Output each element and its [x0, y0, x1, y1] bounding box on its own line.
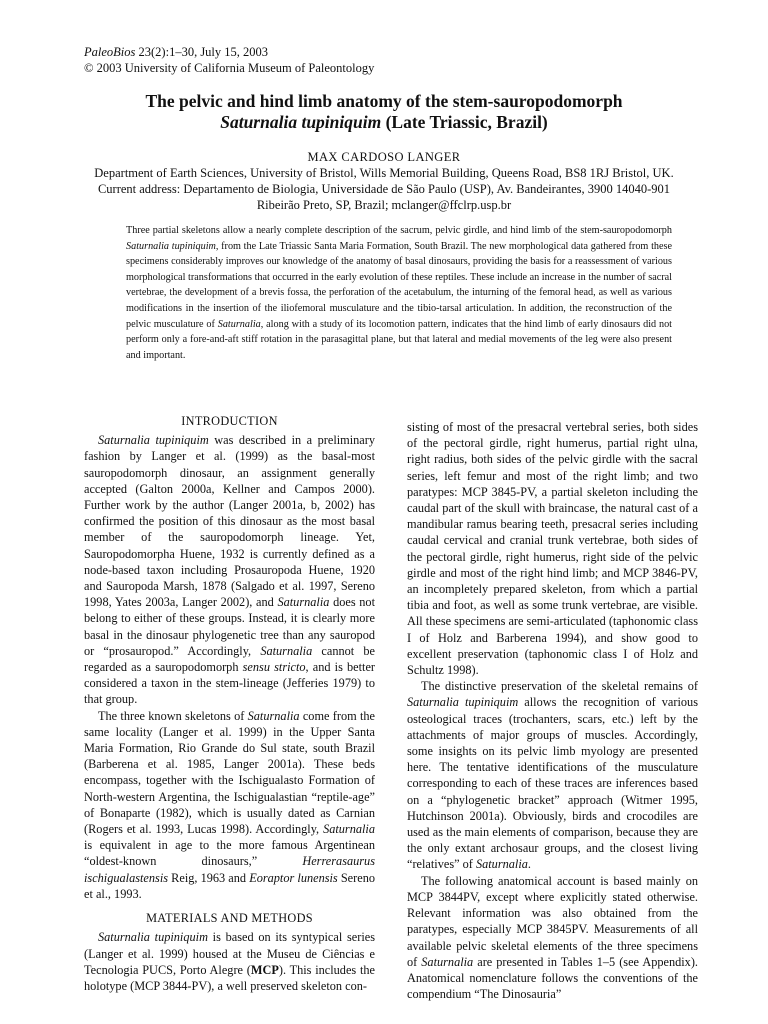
title-species: Saturnalia tupiniquim — [220, 112, 382, 132]
journal-header — [84, 44, 374, 76]
text-run: are presented in Tables 1–5 (see Appendix). Anatomical nomenclature follows the conventions of the compendium “The Dinosauria” — [407, 954, 699, 1002]
italic-term: Saturnalia — [421, 954, 474, 969]
bold-term: MCP — [250, 962, 279, 977]
affiliation-line-2: Current address: Departamento de Biologia, Universidade de São Paulo (USP), Av. Bandeirantes, 3900 14040-901 — [97, 182, 671, 196]
text-run: is equivalent in age to the more famous Argentinean “oldest-known dinosaurs,” — [84, 838, 375, 869]
journal-citation — [84, 44, 374, 60]
text-run: Sereno et al., 1993. — [84, 870, 375, 901]
paper-title — [60, 91, 708, 133]
italic-term: Saturnalia — [247, 708, 300, 723]
italic-term: Saturnalia — [260, 643, 313, 658]
italic-term: Saturnalia — [475, 857, 528, 872]
text-run: ). This includes the holotype (MCP 3844-PV), a well preserved skeleton con- — [84, 962, 375, 993]
affiliation — [60, 165, 708, 213]
journal-name: PaleoBios — [84, 45, 136, 59]
right-column — [407, 419, 698, 1002]
paragraph — [407, 873, 698, 1003]
affiliation-line-1: Department of Earth Sciences, University of Bristol, Wills Memorial Building, Queens Road, BS8 1RJ Bristol, UK. — [94, 166, 674, 180]
title-line-2 — [60, 112, 708, 133]
affiliation-line-3: Ribeirão Preto, SP, Brazil; mclanger@ffclrp.usp.br — [256, 198, 512, 212]
abstract-text: , along with a study of its locomotion pattern, indicates that the hind limb of early dinosaurs did not perform only a fore-and-aft stiff rotation in the parasagittal plane, but that lateral and medial movements of the leg were also present and important. — [126, 318, 673, 361]
copyright-line: © 2003 University of California Museum of Paleontology — [84, 61, 375, 75]
italic-term: Saturnalia tupiniquim — [407, 695, 519, 710]
italic-term: Herrerasaurus ischigualastensis — [84, 854, 375, 885]
abstract-genus: Saturnalia — [217, 318, 261, 330]
section-heading-materials-methods: MATERIALS AND METHODS — [146, 911, 313, 926]
author-name: MAX CARDOSO LANGER — [307, 150, 461, 164]
text-run: is based on its syntypical series (Langer et al. 1999) housed at the Museu de Ciências e Tecnologia PUCS, Porto Alegre ( — [84, 930, 375, 977]
text-run: sisting of most of the presacral vertebral series, both sides of the pectoral girdle, right humerus, partial right ulna, right radius, both sides of the pelvic girdle with the sacral series, left femur and most of the right limb; and two paratypes: MCP 3845-PV, a partial skeleton including the caudal part of the skull with braincase, the natural cast of a mandibular ramus bearing teeth, presacral series including caudal cervical and cranial trunk vertebrae, both sides of the pectoral girdle, right humerus, right side of the pelvic girdle and most of the right hind limb; and MCP 3846-PV, an incompletely prepared skeleton, from which a partial tibia and foot, as well as some trunk vertebrae, are visible. All these specimens are semi-articulated (taphonomic class I of Holz and Barberena 1994), and show good to excellent preservation (taphonomic class I of Holz and Schultz 1998). — [407, 420, 698, 678]
italic-term: Saturnalia — [277, 595, 330, 610]
title-line-1: The pelvic and hind limb anatomy of the stem-sauropodomorph — [145, 91, 623, 111]
text-run: Reig, 1963 and — [168, 870, 250, 885]
text-run: The following anatomical account is based mainly on MCP 3844PV, except where explicitly stated otherwise. Relevant information was also obtained from the paratypes, especially MCP 3845PV. Measurements of all available pelvic skeletal elements of the three specimens of — [407, 873, 698, 969]
paragraph-continued — [407, 419, 698, 678]
abstract — [126, 223, 672, 363]
italic-term: Saturnalia tupiniquim — [98, 433, 209, 448]
abstract-text: , from the Late Triassic Santa Maria Formation, South Brazil. The new morphological data gathered from these specimens considerably improves our knowledge of the anatomy of basal dinosaurs, providing the basis for a reassessment of various morphological transformations that occurred in the early evolution of these reptiles. These include an increase in the number of sacral vertebrae, the development of a brevis fossa, the perforation of the acetabulum, the inturning of the femoral head, as well as various modifications in the insertion of the iliofemoral musculature and the tibio-tarsal articulation. In addition, the reconstruction of the pelvic musculature of — [126, 240, 672, 330]
text-run: , and is better considered a taxon in the stem-lineage (Jefferies 1979) to that group. — [84, 660, 376, 707]
section-heading-introduction: INTRODUCTION — [181, 414, 278, 428]
text-run: The distinctive preservation of the skeletal remains of — [421, 679, 698, 694]
italic-term: Saturnalia — [323, 822, 375, 837]
left-column — [84, 413, 375, 994]
text-run: cannot be regarded as a sauropodomorph — [84, 643, 375, 675]
paragraph — [84, 432, 375, 707]
abstract-text: Three partial skeletons allow a nearly complete description of the sacrum, pelvic girdle, and hind limb of the stem-sauropodomorph — [126, 225, 672, 236]
text-run: allows the recognition of various osteological traces (trochanters, scars, etc.) left by the attachments of major groups of muscles. Accordingly, some insights on its pelvic limb myology are presented here. The tentative identifications of the musculature corresponding to each of these traces are inferences based on a “phylogenetic bracket” approach (Witmer 1995, Hutchinson 2001a). Obviously, birds and crocodiles are used as the main elements of comparison, because they are the only extant archosaur groups, and the closest living “relatives” of — [407, 695, 698, 872]
abstract-species: Saturnalia tupiniquim — [126, 240, 216, 252]
text-run: come from the same locality (Langer et al. 1999) in the Upper Santa Maria Formation, Rio Grande do Sul state, south Brazil (Barberena et al. 1985, Langer 2001a). These beds encompass, together with the Ischigualasto Formation of North-western Argentina, the Ischigualastian “reptile-age” of Bonaparte (1982), which is usually dated as Carnian (Rogers et al. 1993, Lucas 1998). Accordingly, — [84, 708, 375, 837]
paragraph — [84, 708, 375, 902]
paragraph — [84, 929, 375, 994]
text-run: The three known skeletons of — [98, 708, 248, 723]
italic-term: sensu stricto — [242, 660, 306, 675]
title-rest: (Late Triassic, Brazil) — [381, 112, 548, 132]
italic-term: Eoraptor lunensis — [249, 870, 338, 885]
text-run: does not belong to either of these groups. Instead, it is clearly more basal in the dinosaur phylogenetic tree than any sauropod or “prosauropod.” Accordingly, — [84, 595, 375, 658]
paragraph — [407, 678, 698, 872]
text-run: . — [527, 857, 531, 872]
italic-term: Saturnalia tupiniquim — [98, 930, 208, 945]
text-run: was described in a preliminary fashion by Langer et al. (1999) as the basal-most sauropodomorph dinosaur, an assignment generally accepted (Galton 2000a, Kellner and Campos 2000). Further work by the author (Langer 2001a, b, 2002) has confirmed the position of this dinosaur as the most basal member of the sauropodomorph lineage. Yet, Sauropodomorpha Huene, 1932 is currently defined as a node-based taxon including Prosauropoda Huene, 1920 and Sauropoda Marsh, 1878 (Salgado et al. 1997, Sereno 1998, Yates 2003a, Langer 2002), and — [84, 433, 376, 610]
journal-issue: 23(2):1–30, July 15, 2003 — [135, 45, 269, 59]
